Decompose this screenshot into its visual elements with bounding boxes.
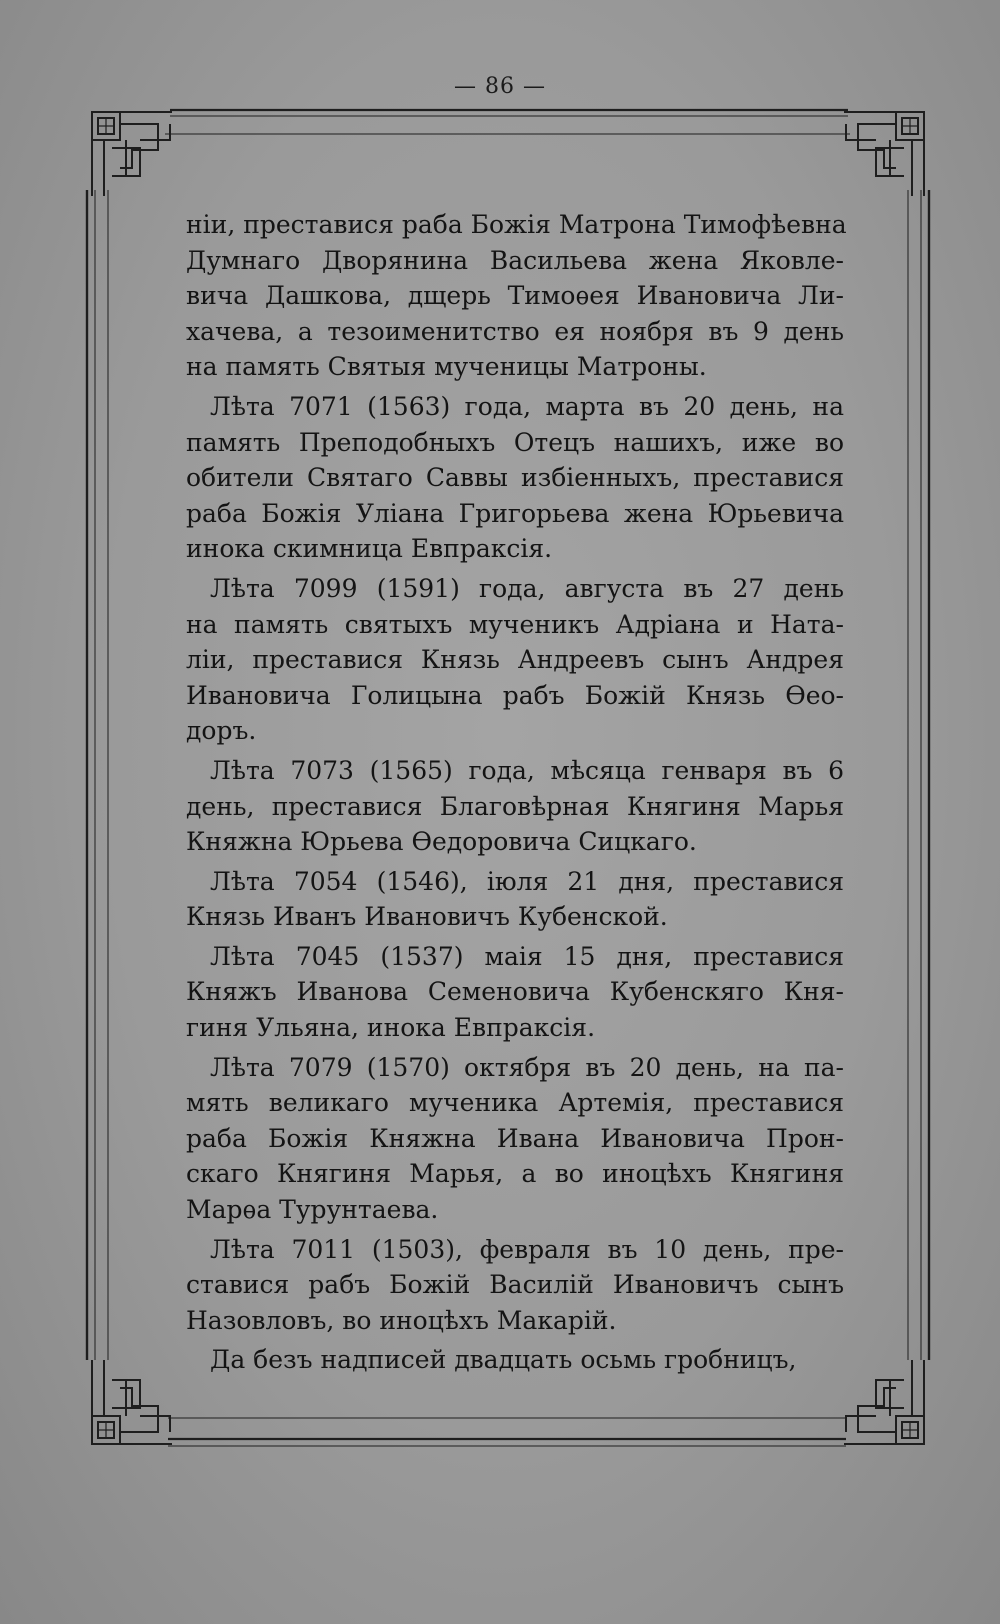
paragraph [186, 939, 844, 1046]
text-line: день, преставися Благовѣрная Княгиня Марья [186, 791, 844, 821]
text-line: Лѣта 7099 (1591) года, августа въ 27 день [210, 573, 844, 603]
body-text [186, 207, 847, 1382]
page-number: — 86 — [454, 74, 546, 99]
greek-key-corner-icon [844, 1360, 924, 1444]
text-line: на память Святыя мученицы Матроны. [186, 352, 707, 382]
paragraph [186, 1232, 844, 1339]
text-line: инока скимница Евпраксія. [186, 534, 553, 564]
text-line: Лѣта 7011 (1503), февраля въ 10 день, пре- [210, 1234, 844, 1264]
paragraph [186, 864, 844, 935]
text-line: Княжъ Иванова Семеновича Кубенскяго Кня- [186, 977, 844, 1007]
text-line: Да безъ надписей двадцать осьмь гробницъ, [210, 1345, 797, 1375]
text-line: на память святыхъ мученикъ Адріана и Ната- [186, 609, 844, 639]
text-line: Лѣта 7054 (1546), іюля 21 дня, преставися [210, 866, 844, 896]
text-line: Лѣта 7045 (1537) маія 15 дня, преставися [210, 941, 844, 971]
text-line: гиня Ульяна, инока Евпраксія. [186, 1013, 596, 1043]
text-line: раба Божія Уліана Григорьева жена Юрьевича [186, 498, 844, 528]
text-line: хачева, а тезоименитство ея ноября въ 9 день [186, 316, 844, 346]
text-line: ліи, преставися Князь Андреевъ сынъ Андрея [186, 645, 844, 675]
paragraph [186, 207, 847, 385]
paragraph [186, 753, 844, 860]
text-line: Лѣта 7073 (1565) года, мѣсяца генваря въ 6 [210, 755, 844, 785]
text-line: вича Дашкова, дщерь Тимоѳея Ивановича Ли- [186, 281, 844, 311]
text-line: ставися рабъ Божій Василій Ивановичъ сынъ [186, 1270, 844, 1300]
paragraph [186, 571, 844, 749]
paragraph [186, 1050, 844, 1228]
greek-key-corner-icon [844, 112, 924, 196]
text-line: доръ. [186, 716, 257, 746]
text-line: обители Святаго Саввы избіенныхъ, преставися [186, 463, 844, 493]
text-line: Ивановича Голицына рабъ Божій Князь Ѳео- [186, 680, 844, 710]
text-line: память Преподобныхъ Отецъ нашихъ, иже во [186, 427, 844, 457]
greek-key-corner-icon [92, 1360, 172, 1444]
text-line: Марѳа Турунтаева. [186, 1195, 439, 1225]
text-line: Лѣта 7071 (1563) года, марта въ 20 день, на [210, 391, 844, 421]
text-line: Лѣта 7079 (1570) октября въ 20 день, на па- [210, 1052, 844, 1082]
text-line: Назовловъ, во иноцѣхъ Макарій. [186, 1305, 617, 1335]
greek-key-corner-icon [92, 112, 172, 196]
text-line: Княжна Юрьева Ѳедоровича Сицкаго. [186, 827, 697, 857]
text-line: скаго Княгиня Марья, а во иноцѣхъ Княгиня [186, 1159, 844, 1189]
paragraph [186, 1342, 844, 1378]
text-line: ніи, преставися раба Божія Матрона Тимофѣевна [186, 210, 847, 239]
paragraph [186, 389, 844, 567]
text-line: раба Божія Княжна Ивана Ивановича Прон- [186, 1123, 844, 1153]
text-line: мять великаго мученика Артемія, преставися [186, 1088, 844, 1118]
text-line: Думнаго Дворянина Васильева жена Яковле- [186, 245, 844, 275]
text-line: Князь Иванъ Ивановичъ Кубенской. [186, 902, 668, 932]
